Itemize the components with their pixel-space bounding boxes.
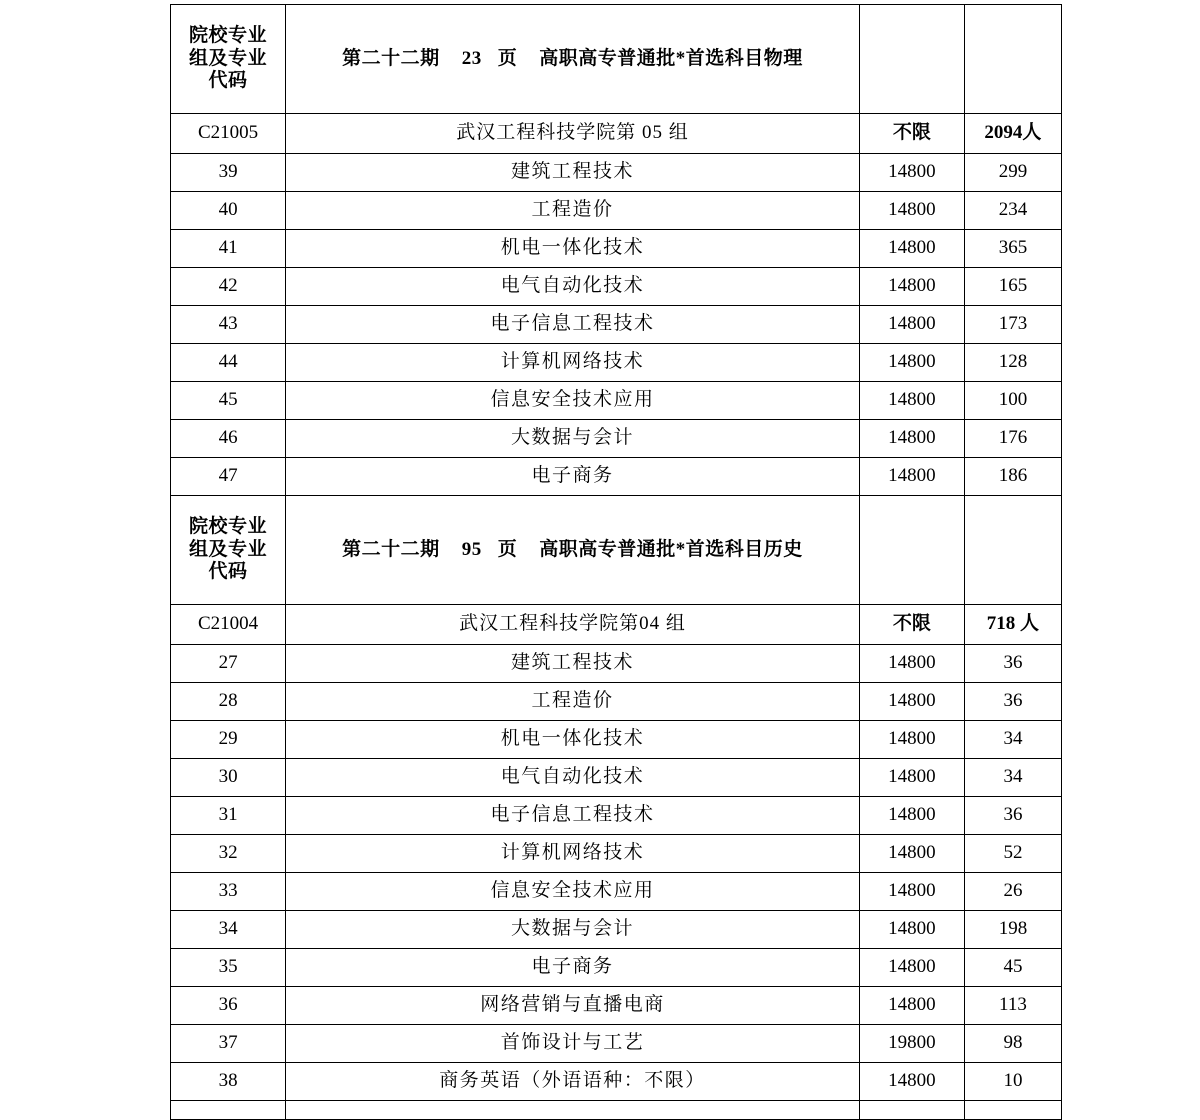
table-row: [171, 797, 1062, 835]
table-row: [171, 987, 1062, 1025]
section-title: [286, 5, 860, 114]
major-fee: 14800: [859, 683, 964, 721]
major-quota: 52: [964, 835, 1061, 873]
section-header-count-blank: [964, 496, 1061, 605]
major-fee: 14800: [859, 382, 964, 420]
table-row: [171, 306, 1062, 344]
column-header-line-1: 院校专业: [189, 515, 268, 537]
major-quota: 128: [964, 344, 1061, 382]
group-subject-requirement: 不限: [859, 114, 964, 154]
table-row: [171, 1063, 1062, 1101]
major-quota: [964, 1101, 1061, 1120]
major-index: 46: [171, 420, 286, 458]
major-name: 电气自动化技术: [286, 759, 860, 797]
major-quota: 173: [964, 306, 1061, 344]
table-row: [171, 268, 1062, 306]
column-header-line-3: 代码: [208, 70, 248, 92]
major-quota: 36: [964, 683, 1061, 721]
table-row: [171, 344, 1062, 382]
major-fee: 14800: [859, 230, 964, 268]
major-fee: 14800: [859, 192, 964, 230]
group-name: 武汉工程科技学院第 05 组: [286, 114, 860, 154]
group-name: 武汉工程科技学院第04 组: [286, 605, 860, 645]
major-quota: 36: [964, 797, 1061, 835]
column-header-line-3: 代码: [208, 561, 248, 583]
section-issue: 第二十二期: [342, 538, 440, 560]
table-row: [171, 1025, 1062, 1063]
major-name: 大数据与会计: [286, 420, 860, 458]
major-fee: 14800: [859, 154, 964, 192]
major-index: 37: [171, 1025, 286, 1063]
table-row: [171, 192, 1062, 230]
major-name: 机电一体化技术: [286, 721, 860, 759]
major-index: 36: [171, 987, 286, 1025]
group-quota: 2094人: [964, 114, 1061, 154]
major-quota: 36: [964, 645, 1061, 683]
major-quota: 176: [964, 420, 1061, 458]
major-index: 27: [171, 645, 286, 683]
major-index: 42: [171, 268, 286, 306]
major-index: [171, 1101, 286, 1120]
table-row: [171, 873, 1062, 911]
group-code: C21004: [171, 605, 286, 645]
table-row: [171, 949, 1062, 987]
section-header-row: [171, 5, 1062, 114]
major-fee: 14800: [859, 873, 964, 911]
major-index: 39: [171, 154, 286, 192]
major-fee: 14800: [859, 458, 964, 496]
major-quota: 299: [964, 154, 1061, 192]
table-row: [171, 759, 1062, 797]
major-fee: 14800: [859, 268, 964, 306]
major-quota: 26: [964, 873, 1061, 911]
section-header-fee-blank: [859, 496, 964, 605]
major-name: 电子信息工程技术: [286, 306, 860, 344]
table-body: [171, 5, 1062, 1120]
major-index: 31: [171, 797, 286, 835]
table-row: [171, 645, 1062, 683]
major-quota: 34: [964, 759, 1061, 797]
major-fee: 14800: [859, 835, 964, 873]
major-quota: 198: [964, 911, 1061, 949]
section-header-row: [171, 496, 1062, 605]
major-quota: 100: [964, 382, 1061, 420]
group-row: [171, 605, 1062, 645]
section-page-unit: 页: [497, 538, 518, 560]
table-row: [171, 230, 1062, 268]
major-fee: 14800: [859, 1063, 964, 1101]
table-row: [171, 420, 1062, 458]
major-fee: 14800: [859, 949, 964, 987]
admissions-table: [170, 4, 1062, 1120]
major-index: 43: [171, 306, 286, 344]
table-row-partial: [171, 1101, 1062, 1120]
major-name: 计算机网络技术: [286, 344, 860, 382]
section-page-number: 95: [461, 538, 482, 560]
major-name: 电气自动化技术: [286, 268, 860, 306]
major-fee: 14800: [859, 797, 964, 835]
section-batch: 高职高专普通批*首选科目历史: [539, 538, 803, 560]
table-row: [171, 382, 1062, 420]
major-quota: 98: [964, 1025, 1061, 1063]
major-index: 29: [171, 721, 286, 759]
major-name: 建筑工程技术: [286, 645, 860, 683]
major-name: 网络营销与直播电商: [286, 987, 860, 1025]
major-name: 电子商务: [286, 458, 860, 496]
major-index: 45: [171, 382, 286, 420]
section-batch: 高职高专普通批*首选科目物理: [539, 47, 803, 69]
major-quota: 365: [964, 230, 1061, 268]
major-index: 40: [171, 192, 286, 230]
table-row: [171, 911, 1062, 949]
major-index: 30: [171, 759, 286, 797]
major-fee: [859, 1101, 964, 1120]
major-quota: 165: [964, 268, 1061, 306]
major-name: 信息安全技术应用: [286, 873, 860, 911]
major-quota: 113: [964, 987, 1061, 1025]
major-fee: 14800: [859, 645, 964, 683]
major-index: 34: [171, 911, 286, 949]
admissions-table-container: [170, 4, 1062, 1120]
major-name: 机电一体化技术: [286, 230, 860, 268]
major-name: 商务英语（外语语种：不限）: [286, 1063, 860, 1101]
major-fee: 14800: [859, 911, 964, 949]
major-index: 41: [171, 230, 286, 268]
major-fee: 14800: [859, 987, 964, 1025]
major-index: 44: [171, 344, 286, 382]
major-name: 工程造价: [286, 683, 860, 721]
major-name: 信息安全技术应用: [286, 382, 860, 420]
column-header-code: [171, 5, 286, 114]
major-fee: 14800: [859, 759, 964, 797]
section-issue: 第二十二期: [342, 47, 440, 69]
major-quota: 10: [964, 1063, 1061, 1101]
major-quota: 186: [964, 458, 1061, 496]
major-quota: 34: [964, 721, 1061, 759]
major-name: 电子商务: [286, 949, 860, 987]
major-quota: 234: [964, 192, 1061, 230]
table-row: [171, 835, 1062, 873]
major-name: 大数据与会计: [286, 911, 860, 949]
group-code: C21005: [171, 114, 286, 154]
major-fee: 14800: [859, 306, 964, 344]
major-index: 47: [171, 458, 286, 496]
major-index: 32: [171, 835, 286, 873]
major-name: 计算机网络技术: [286, 835, 860, 873]
major-index: 38: [171, 1063, 286, 1101]
column-header-line-2: 组及专业: [189, 538, 268, 560]
section-header-count-blank: [964, 5, 1061, 114]
section-header-fee-blank: [859, 5, 964, 114]
major-fee: 19800: [859, 1025, 964, 1063]
major-fee: 14800: [859, 344, 964, 382]
major-name: 电子信息工程技术: [286, 797, 860, 835]
group-quota: 718 人: [964, 605, 1061, 645]
table-row: [171, 721, 1062, 759]
table-row: [171, 458, 1062, 496]
major-fee: 14800: [859, 721, 964, 759]
section-title: [286, 496, 860, 605]
section-page-unit: 页: [497, 47, 518, 69]
major-quota: 45: [964, 949, 1061, 987]
column-header-line-1: 院校专业: [189, 24, 268, 46]
group-row: [171, 114, 1062, 154]
major-name: 工程造价: [286, 192, 860, 230]
major-index: 33: [171, 873, 286, 911]
group-subject-requirement: 不限: [859, 605, 964, 645]
major-name: 建筑工程技术: [286, 154, 860, 192]
table-row: [171, 683, 1062, 721]
major-name: [286, 1101, 860, 1120]
major-name: 首饰设计与工艺: [286, 1025, 860, 1063]
column-header-code: [171, 496, 286, 605]
major-index: 28: [171, 683, 286, 721]
table-row: [171, 154, 1062, 192]
column-header-line-2: 组及专业: [189, 47, 268, 69]
section-page-number: 23: [461, 47, 482, 69]
major-fee: 14800: [859, 420, 964, 458]
major-index: 35: [171, 949, 286, 987]
